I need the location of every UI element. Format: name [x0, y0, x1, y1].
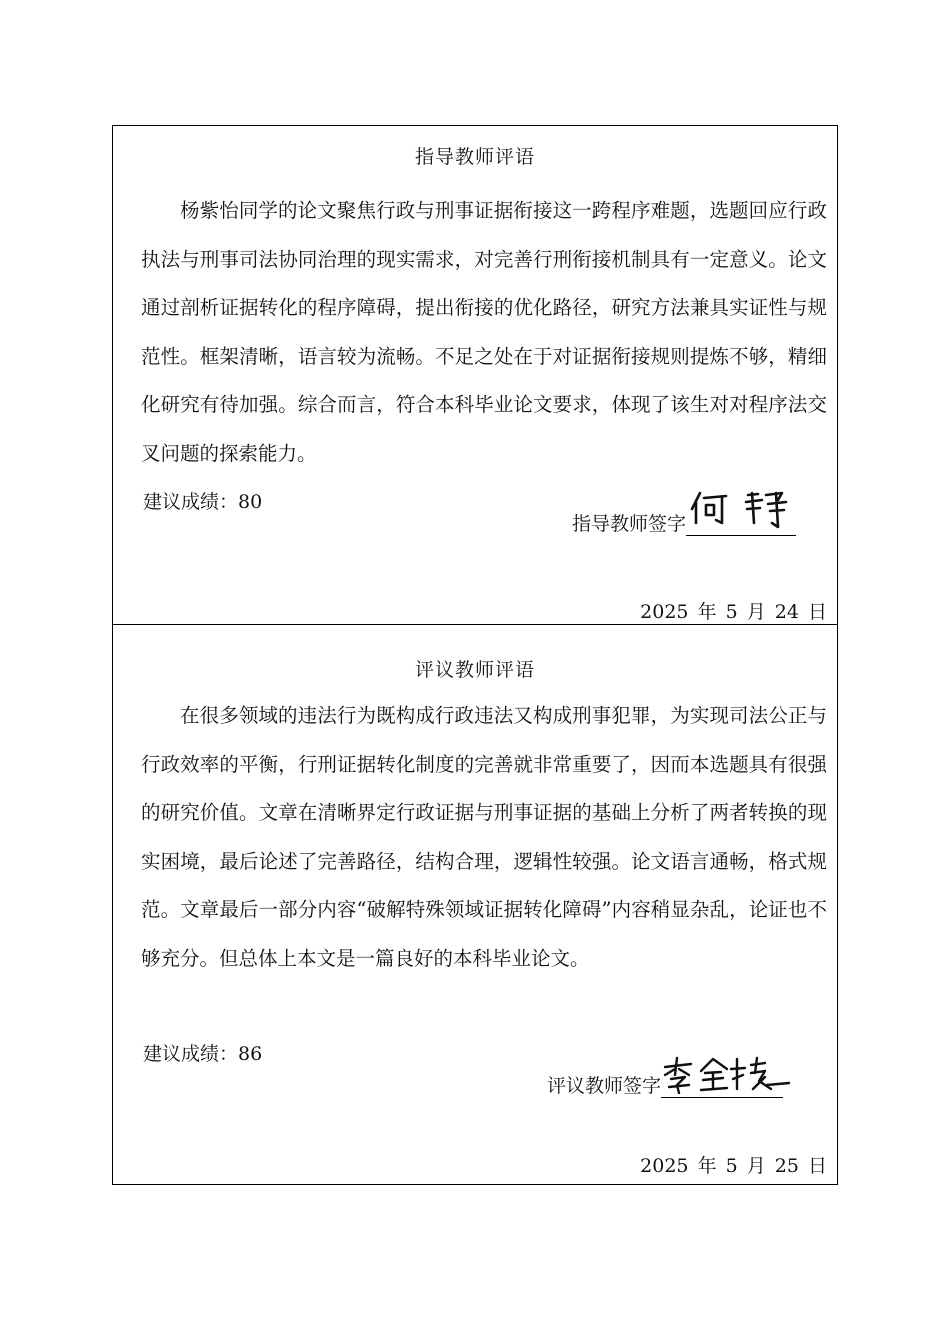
reviewer-grade: 建议成绩：86 [143, 1043, 263, 1065]
advisor-comment: 杨紫怡同学的论文聚焦行政与刑事证据衔接这一跨程序难题，选题回应行政执法与刑事司法协同治理的现实需求，对完善行刑衔接机制具有一定意义。论文通过剖析证据转化的程序障碍，提出衔接的优化路径，研究方法兼具实证性与规范性。框架清晰，语言较为流畅。不足之处在于对证据衔接规则提炼不够，精细化研究有待加强。综合而言，符合本科毕业论文要求，体现了该生对对程序法交叉问题的探索能力。 [141, 199, 827, 465]
reviewer-date: 2025 年 5 月 25 日 [640, 1155, 827, 1177]
advisor-signature-line [572, 509, 796, 536]
reviewer-title: 评议教师评语 [414, 659, 535, 681]
advisor-signature-label: 指导教师签字 [572, 513, 687, 535]
advisor-signature-image [686, 487, 796, 533]
evaluation-form [112, 125, 838, 1185]
advisor-grade: 建议成绩：80 [143, 491, 263, 513]
reviewer-signature-label: 评议教师签字 [547, 1075, 662, 1097]
advisor-signature-field [686, 511, 796, 536]
advisor-date: 2025 年 5 月 24 日 [640, 601, 827, 623]
reviewer-comment: 在很多领域的违法行为既构成行政违法又构成刑事犯罪，为实现司法公正与行政效率的平衡，行刑证据转化制度的完善就非常重要了，因而本选题具有很强的研究价值。文章在清晰界定行政证据与刑事证据的基础上分析了两者转换的现实困境，最后论述了完善路径，结构合理，逻辑性较强。论文语言通畅，格式规范。文章最后一部分内容“破解特殊领域证据转化障碍”内容稍显杂乱，论证也不够充分。但总体上本文是一篇良好的本科毕业论文。 [141, 704, 827, 970]
reviewer-signature-field [661, 1073, 783, 1098]
advisor-title: 指导教师评语 [414, 146, 535, 168]
advisor-section [113, 126, 837, 624]
reviewer-signature-image [661, 1055, 791, 1095]
reviewer-section [113, 624, 837, 1184]
reviewer-signature-line [547, 1071, 783, 1098]
